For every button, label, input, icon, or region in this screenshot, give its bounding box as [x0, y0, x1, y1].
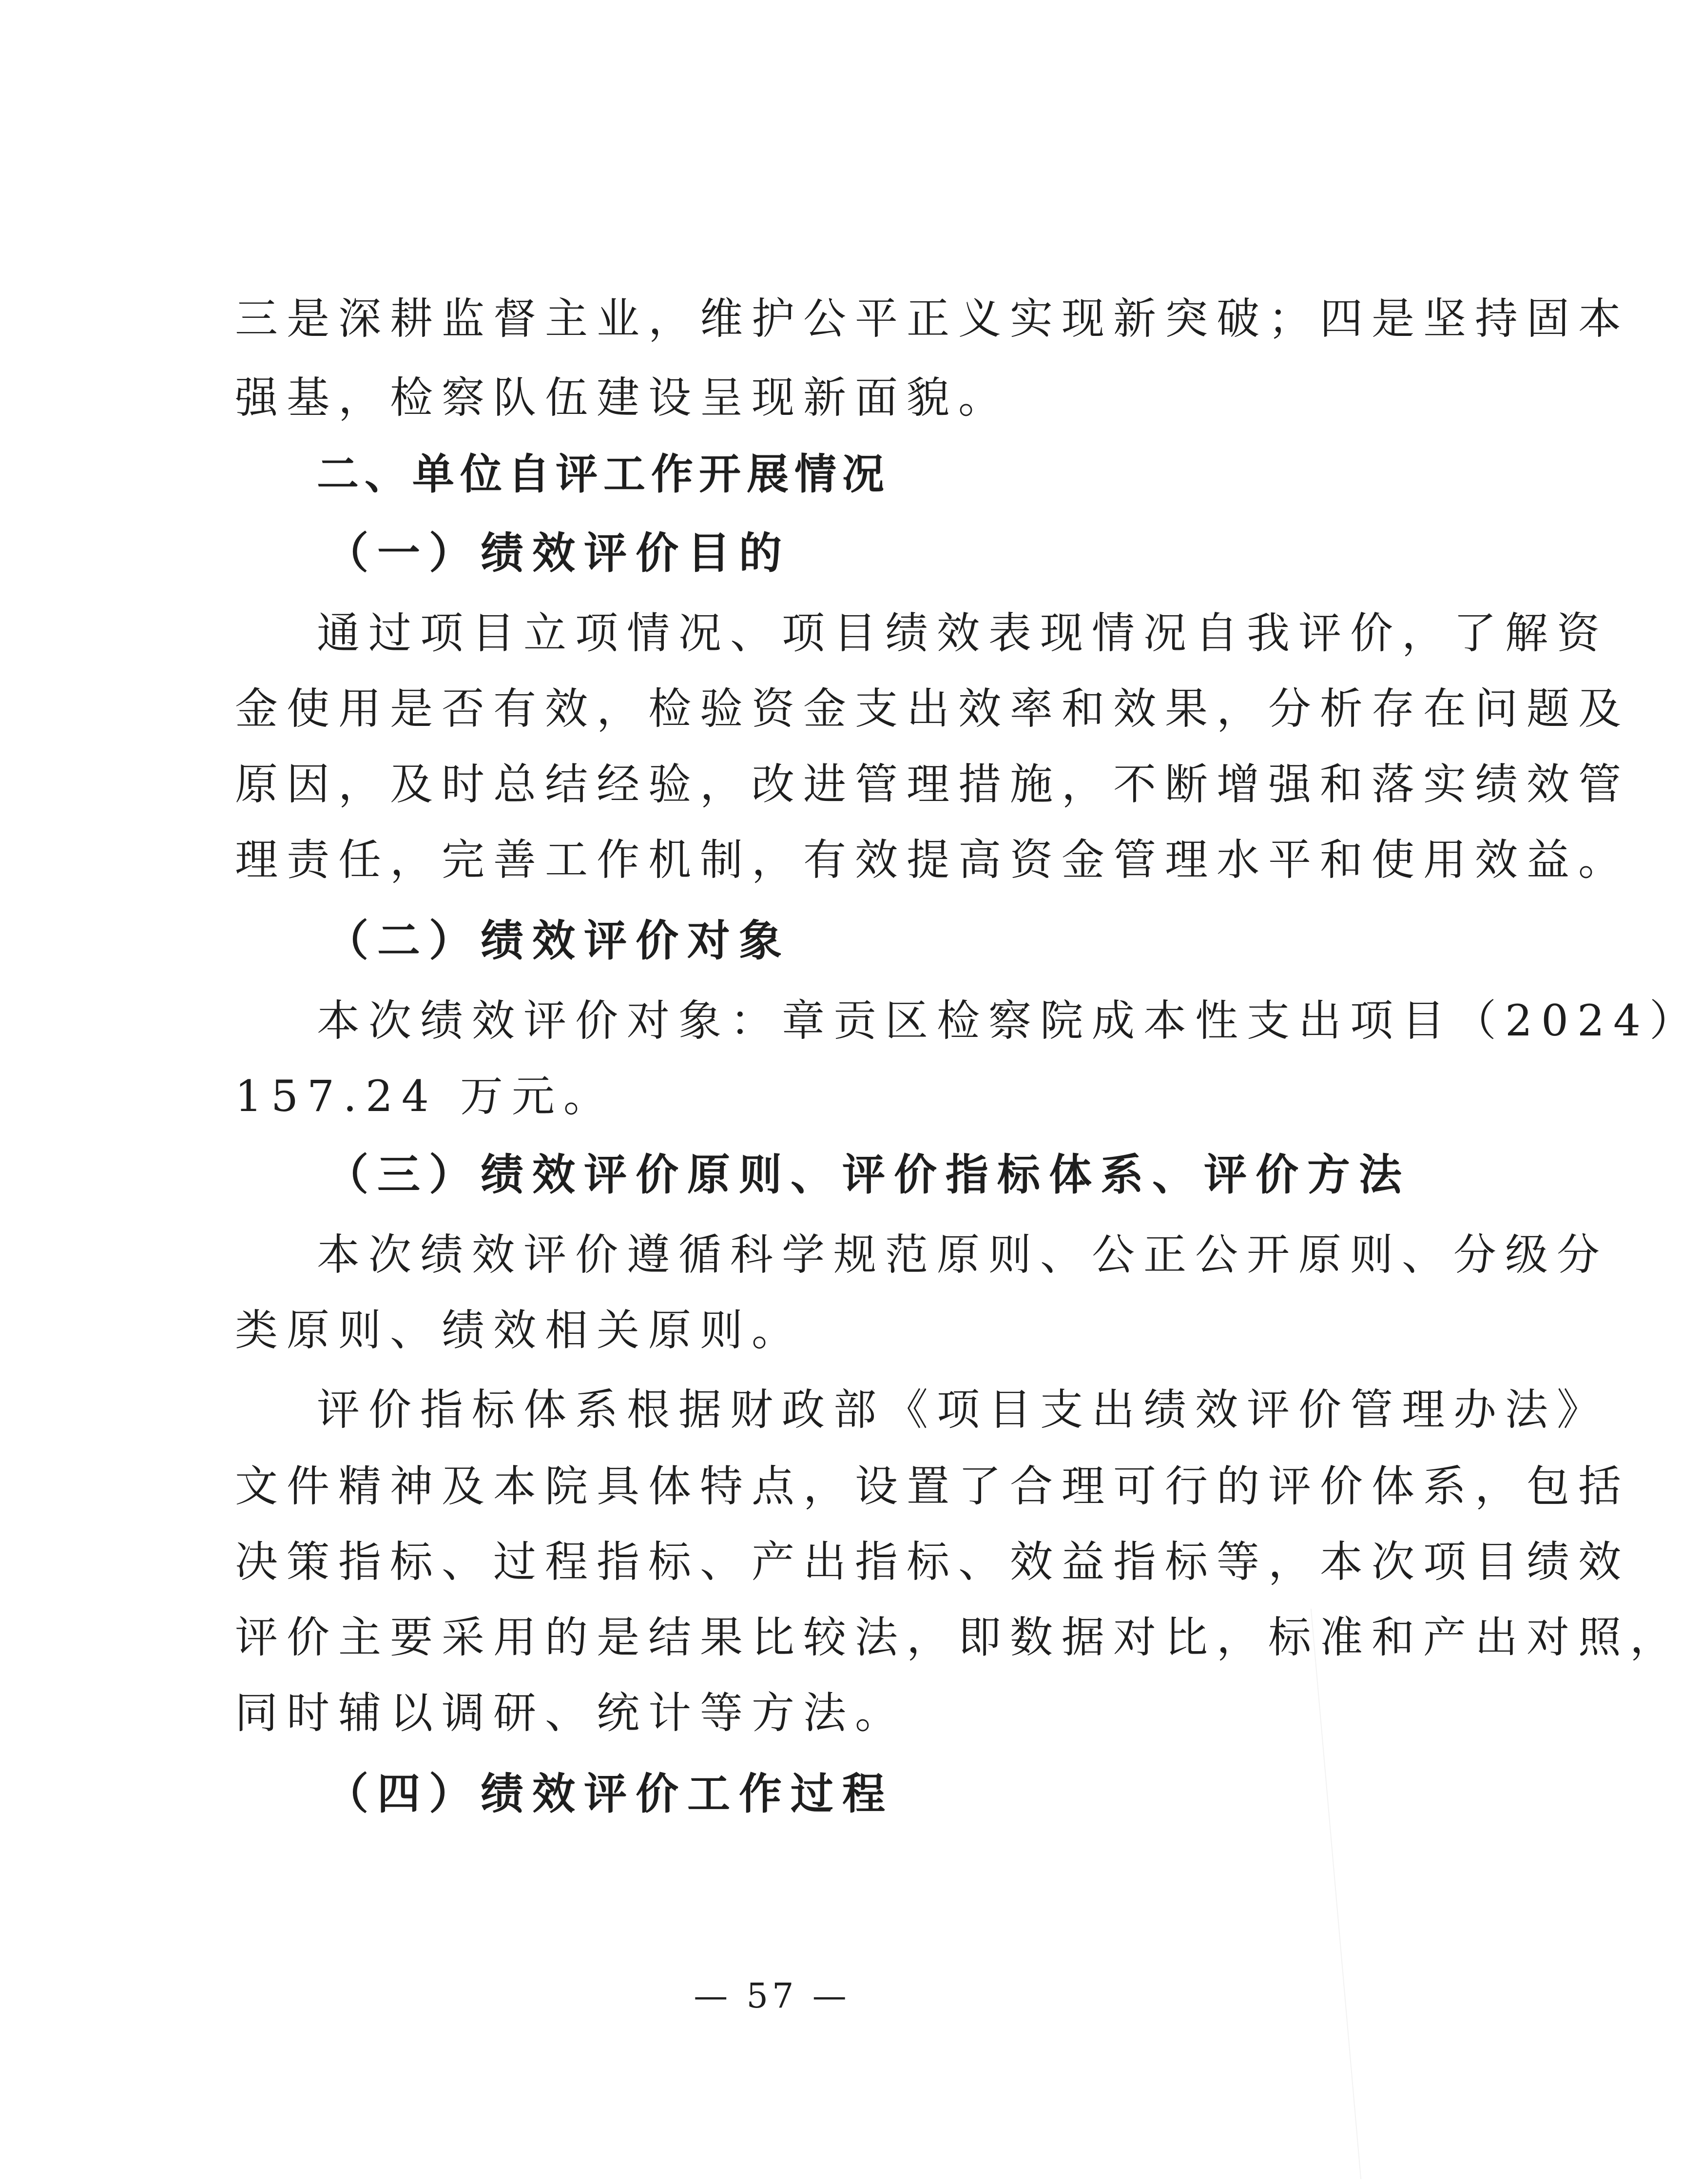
body-text-line: 原因，及时总结经验，改进管理措施，不断增强和落实绩效管: [235, 759, 1630, 809]
body-text-line: 金使用是否有效，检验资金支出效率和效果，分析存在问题及: [235, 683, 1630, 734]
body-text-line: 评价指标体系根据财政部《项目支出绩效评价管理办法》: [317, 1384, 1609, 1435]
section-heading: 二、单位自评工作开展情况: [317, 450, 890, 499]
page-number: — 57 —: [694, 1976, 850, 2016]
body-text-line: 文件精神及本院具体特点，设置了合理可行的评价体系，包括: [235, 1461, 1630, 1511]
body-text-line: 评价主要采用的是结果比较法，即数据对比，标准和产出对照，: [235, 1612, 1682, 1662]
body-text-line: 通过项目立项情况、项目绩效表现情况自我评价，了解资: [317, 608, 1609, 658]
subsection-heading: （一）绩效评价目的: [326, 527, 791, 578]
body-text-line: 本次绩效评价对象：章贡区检察院成本性支出项目（2024）: [317, 995, 1701, 1046]
subsection-heading: （二）绩效评价对象: [326, 915, 791, 966]
body-text-line: 157.24 万元。: [235, 1071, 615, 1121]
body-text-line: 强基，检察队伍建设呈现新面貌。: [235, 372, 1010, 423]
body-text-line: 同时辅以调研、统计等方法。: [235, 1688, 907, 1738]
body-text-line: 决策指标、过程指标、产出指标、效益指标等，本次项目绩效: [235, 1537, 1630, 1587]
scan-fold-line: [1311, 1609, 1420, 2179]
body-text-line: 三是深耕监督主业，维护公平正义实现新突破；四是坚持固本: [235, 293, 1630, 344]
body-text-line: 本次绩效评价遵循科学规范原则、公正公开原则、分级分: [317, 1229, 1609, 1280]
body-text-line: 类原则、绩效相关原则。: [235, 1305, 804, 1355]
body-text-line: 理责任，完善工作机制，有效提高资金管理水平和使用效益。: [235, 835, 1630, 885]
subsection-heading: （四）绩效评价工作过程: [326, 1768, 894, 1819]
subsection-heading: （三）绩效评价原则、评价指标体系、评价方法: [326, 1149, 1411, 1200]
